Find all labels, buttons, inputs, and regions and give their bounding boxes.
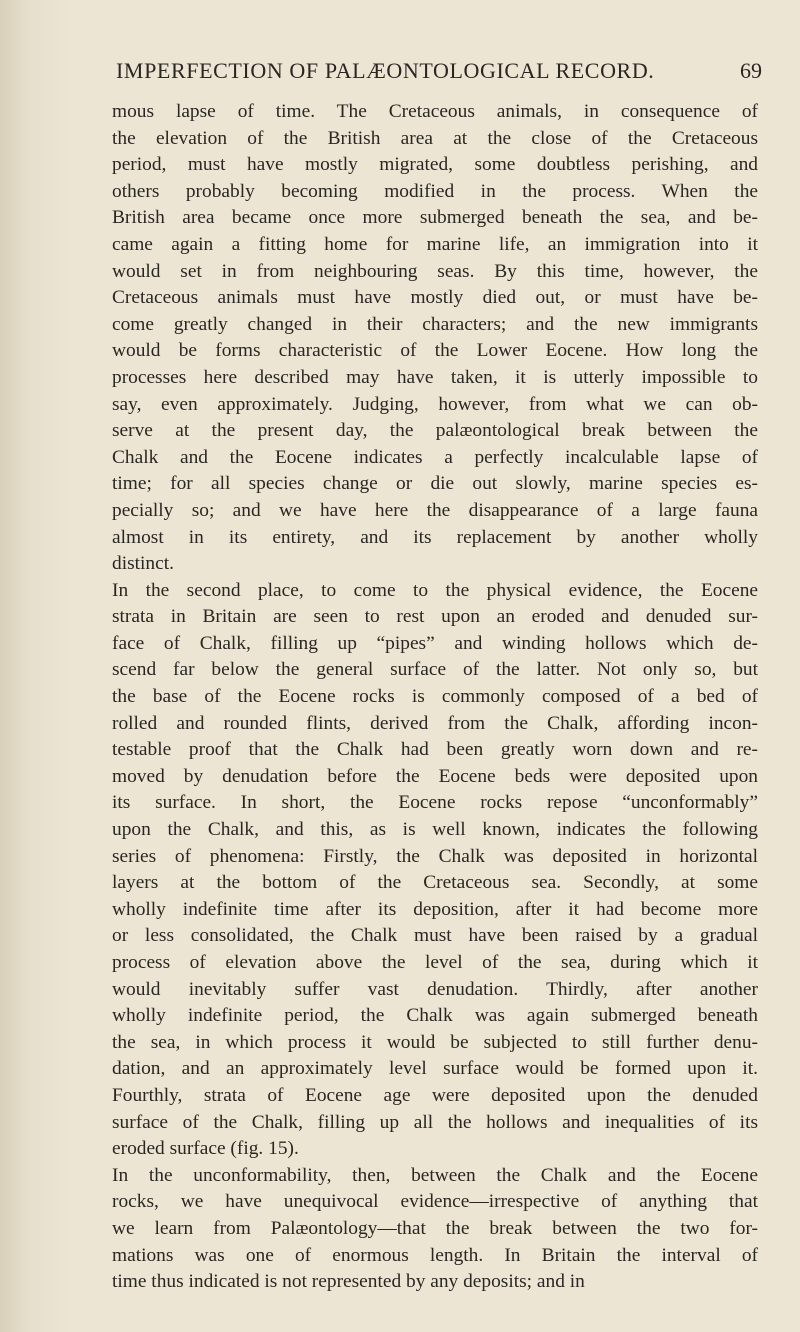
text-line: would set in from neighbouring seas. By this time, however, the [112, 260, 758, 282]
text-line: the sea, in which process it would be subjected to still further denu- [112, 1031, 758, 1053]
text-line: moved by denudation before the Eocene beds were deposited upon [112, 765, 758, 787]
text-line: layers at the bottom of the Cretaceous sea. Secondly, at some [112, 872, 758, 894]
text-line: mous lapse of time. The Cretaceous animals, in consequence of [112, 101, 758, 122]
text-line: say, even approximately. Judging, however, from what we can ob- [112, 393, 758, 415]
text-line: scend far below the general surface of the latter. Not only so, but [112, 659, 758, 681]
text-line: process of elevation above the level of the sea, during which it [112, 952, 758, 973]
text-line: surface of the Chalk, filling up all the hollows and inequalities of its [112, 1111, 758, 1133]
text-line: its surface. In short, the Eocene rocks repose “unconformably” [112, 792, 758, 814]
text-line: time thus indicated is not represented by any deposits; and in [112, 1271, 585, 1293]
text-line: almost in its entirety, and its replacement by another wholly [112, 526, 758, 548]
text-line: testable proof that the Chalk had been greatly worn down and re- [112, 739, 758, 761]
body-text [112, 99, 758, 1296]
text-line: face of Chalk, filling up “pipes” and winding hollows which de- [112, 632, 758, 654]
text-line: Fourthly, strata of Eocene age were deposited upon the denuded [112, 1084, 758, 1106]
text-line: distinct. [112, 553, 174, 575]
text-line: processes here described may have taken, it is utterly impossible to [112, 366, 758, 388]
text-line: period, must have mostly migrated, some doubtless perishing, and [112, 154, 758, 176]
text-line: wholly indefinite time after its deposition, after it had become more [112, 898, 758, 920]
text-line: come greatly changed in their characters; and the new immigrants [112, 313, 758, 335]
text-line: time; for all species change or die out slowly, marine species es- [112, 473, 758, 495]
text-line: eroded surface (fig. 15). [112, 1138, 299, 1160]
text-line: British area became once more submerged beneath the sea, and be- [112, 207, 758, 229]
text-line: In the second place, to come to the physical evidence, the Eocene [112, 579, 758, 601]
page-number: 69 [740, 58, 762, 83]
text-line: upon the Chalk, and this, as is well known, indicates the following [112, 819, 758, 841]
text-line: we learn from Palæontology—that the break between the two for- [112, 1217, 758, 1239]
text-line: or less consolidated, the Chalk must have been raised by a gradual [112, 925, 758, 947]
text-line: the elevation of the British area at the close of the Cretaceous [112, 127, 758, 149]
text-line: mations was one of enormous length. In Britain the interval of [112, 1244, 758, 1266]
text-line: the base of the Eocene rocks is commonly composed of a bed of [112, 686, 758, 708]
text-line: would be forms characteristic of the Lower Eocene. How long the [112, 340, 758, 362]
text-line: rolled and rounded flints, derived from the Chalk, affording incon- [112, 712, 758, 734]
text-line: rocks, we have unequivocal evidence—irrespective of anything that [112, 1191, 758, 1213]
page-header [116, 58, 762, 90]
running-head: IMPERFECTION OF PALÆONTOLOGICAL RECORD. [116, 58, 655, 83]
text-line: wholly indefinite period, the Chalk was again submerged beneath [112, 1005, 758, 1027]
text-line: Cretaceous animals must have mostly died out, or must have be- [112, 287, 758, 309]
text-line: came again a fitting home for marine life, an immigration into it [112, 233, 758, 255]
text-line: In the unconformability, then, between the Chalk and the Eocene [112, 1164, 758, 1186]
text-line: dation, and an approximately level surface would be formed upon it. [112, 1058, 758, 1080]
text-line: others probably becoming modified in the process. When the [112, 180, 758, 202]
text-line: Chalk and the Eocene indicates a perfectly incalculable lapse of [112, 446, 758, 468]
text-line: series of phenomena: Firstly, the Chalk was deposited in horizontal [112, 845, 758, 867]
text-line: would inevitably suffer vast denudation. Thirdly, after another [112, 978, 758, 1000]
text-line: serve at the present day, the palæontological break between the [112, 420, 758, 442]
text-line: strata in Britain are seen to rest upon an eroded and denuded sur- [112, 606, 758, 628]
text-line: pecially so; and we have here the disappearance of a large fauna [112, 499, 758, 521]
